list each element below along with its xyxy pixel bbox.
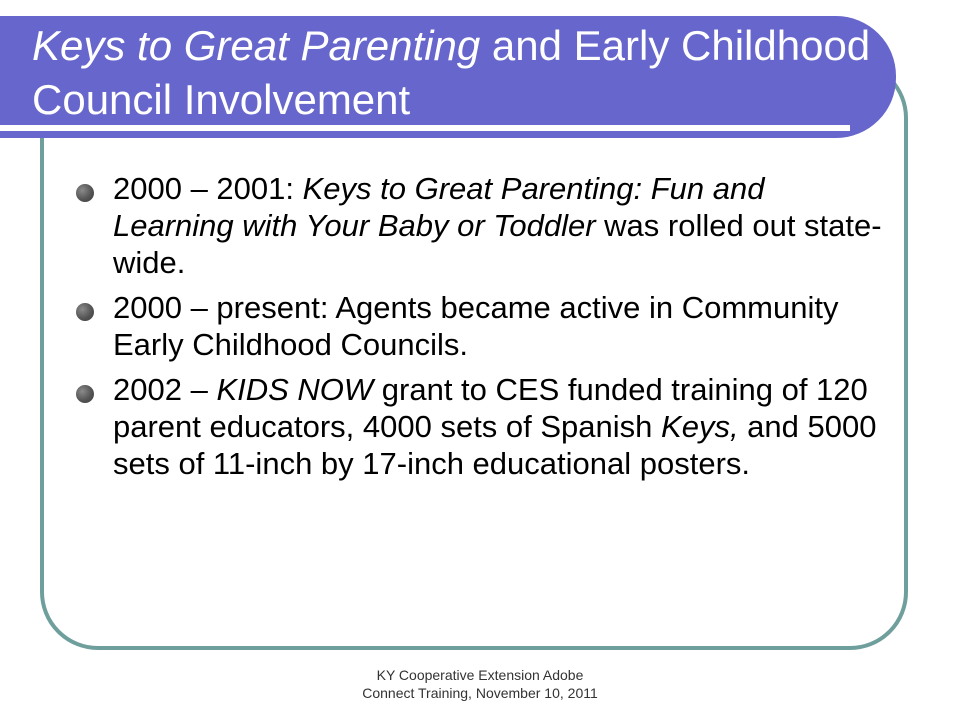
footer-line-2: Connect Training, November 10, 2011 <box>362 685 598 701</box>
bullet-segment: was rolled out state-wide. <box>113 208 882 280</box>
bullet-list <box>0 170 960 490</box>
bullet-text <box>113 290 838 362</box>
bullet-text <box>113 171 882 280</box>
slide-title <box>32 19 872 127</box>
bullet-segment-italic: KIDS NOW <box>216 372 374 407</box>
bullet-segment: 2000 – 2001: <box>113 171 303 206</box>
bullet-dot-icon <box>76 184 94 202</box>
bullet-item <box>0 289 960 363</box>
bullet-segment-italic: Keys to Great Parenting: Fun and Learning with Your Baby or Toddler <box>113 171 765 243</box>
bullet-dot-icon <box>76 303 94 321</box>
bullet-segment: 2002 – <box>113 372 217 407</box>
bullet-item <box>0 170 960 281</box>
slide-title-italic: Keys to Great Parenting <box>32 22 481 69</box>
bullet-dot-icon <box>76 385 94 403</box>
bullet-text <box>113 372 876 481</box>
bullet-item <box>0 371 960 482</box>
bullet-segment-italic: Keys, <box>661 409 739 444</box>
bullet-segment: grant to CES funded training of 120 parent educators, 4000 sets of Spanish <box>113 372 868 444</box>
footer-line-1: KY Cooperative Extension Adobe <box>376 667 584 683</box>
bullet-segment: and 5000 sets of 11-inch by 17-inch educational posters. <box>113 409 877 481</box>
slide-footer <box>300 666 660 702</box>
bullet-segment: 2000 – present: Agents became active in Community Early Childhood Councils. <box>113 290 839 362</box>
slide-title-regular: and Early Childhood Council Involvement <box>32 22 871 123</box>
